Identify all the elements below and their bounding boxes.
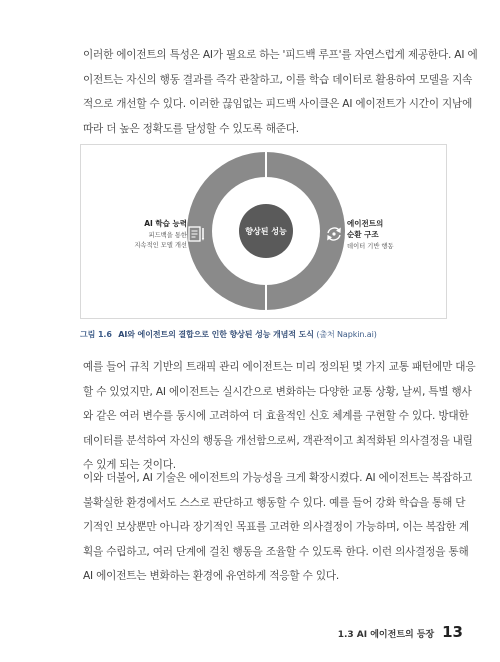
figure-caption	[80, 329, 377, 340]
text-line: 예를 들어 규칙 기반의 트래픽 관리 에이전트는 미리 정의된 몇 가지 교통 패턴에만 대응	[83, 361, 476, 373]
figure-diagram	[80, 144, 447, 319]
right-desc: 데이터 기반 행동	[347, 243, 394, 250]
text-line: 이러한 에이전트의 특성은 AI가 필요로 하는 '피드백 루프'를 자연스럽게 제공한다. AI 에	[83, 49, 478, 61]
paragraph-expansion	[83, 466, 473, 589]
footer-section-title: 1.3 AI 에이전트의 등장	[337, 630, 435, 640]
page-footer	[338, 623, 463, 641]
right-title-1: 에이전트의	[347, 219, 384, 228]
ring-divider-bottom	[265, 284, 267, 312]
text-line: 이와 더불어, AI 기술은 에이전트의 가능성을 크게 확장시켰다. AI 에이전트는 복잡하고	[83, 472, 473, 484]
text-line: 이전트는 자신의 행동 결과를 즉각 관찰하고, 이를 학습 데이터로 활용하여 모델을 지속	[83, 73, 473, 86]
paragraph-intro	[83, 43, 478, 141]
center-label: 향상된 성능	[245, 227, 287, 236]
caption-label: 그림 1.6	[80, 330, 112, 339]
text-line: 수 있게 되는 것이다.	[83, 459, 176, 471]
text-line: 데이터를 분석하여 자신의 행동을 개선함으로써, 객관적이고 최적화된 의사결정을 내릴	[83, 434, 473, 447]
text-line: 불확실한 환경에서도 스스로 판단하고 행동할 수 있다. 예를 들어 강화 학습을 통해 단	[83, 496, 466, 509]
caption-source: (출처 Napkin.ai)	[316, 330, 377, 339]
text-line: 적으로 개선할 수 있다. 이러한 끊임없는 피드백 사이클은 AI 에이전트가 시간이 지남에	[83, 98, 473, 110]
text-line: 기적인 보상뿐만 아니라 장기적인 목표를 고려한 의사결정이 가능하며, 이는 복잡한 계	[83, 521, 470, 533]
right-title-2: 순환 구조	[347, 230, 379, 239]
text-line: 와 같은 여러 변수를 동시에 고려하여 더 효율적인 신호 체계를 구현할 수 있다. 방대한	[83, 410, 469, 422]
ring-divider-top	[265, 150, 267, 178]
text-line: 할 수 있었지만, AI 에이전트는 실시간으로 변화하는 다양한 교통 상황, 날씨, 특별 행사	[83, 385, 472, 398]
text-line: 따라 더 높은 정확도를 달성할 수 있도록 해준다.	[83, 122, 299, 135]
text-line: AI 에이전트는 변화하는 환경에 유연하게 적응할 수 있다.	[83, 570, 340, 582]
left-desc-2: 지속적인 모델 개선	[134, 242, 187, 249]
left-desc-1: 피드백을 통한	[148, 232, 187, 239]
caption-title: AI와 에이전트의 결합으로 인한 향상된 성능 개념적 도식	[118, 330, 314, 339]
left-title: AI 학습 능력	[144, 219, 187, 228]
cycle-diagram	[81, 145, 448, 320]
page-number: 13	[442, 623, 463, 641]
text-line: 획을 수립하고, 여러 단계에 걸친 행동을 조율할 수 있도록 한다. 이런 의사결정을 통해	[83, 545, 469, 558]
